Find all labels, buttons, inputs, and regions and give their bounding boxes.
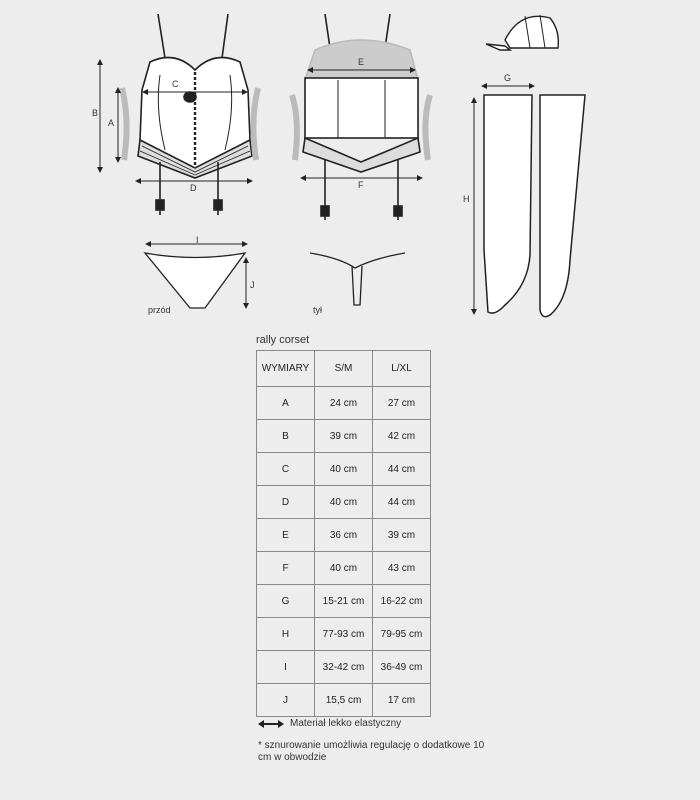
product-title: rally corset xyxy=(256,334,310,346)
table-header-cell: S/M xyxy=(315,351,373,387)
table-cell: J xyxy=(257,684,315,717)
table-row xyxy=(257,420,431,453)
measure-label-g: G xyxy=(504,73,512,83)
back-view-label: tył xyxy=(313,305,322,315)
table-row xyxy=(257,552,431,585)
table-cell: 32-42 cm xyxy=(315,651,373,684)
table-cell: 27 cm xyxy=(373,387,431,420)
table-header-row xyxy=(257,351,431,387)
double-arrow-icon xyxy=(258,719,284,729)
table-row xyxy=(257,618,431,651)
stockings-illustration xyxy=(484,95,585,317)
table-cell: 40 cm xyxy=(315,453,373,486)
lacing-footnote: * sznurowanie umożliwia regulację o dodatkowe 10 cm w obwodzie xyxy=(258,740,485,763)
table-row xyxy=(257,585,431,618)
table-cell: 17 cm xyxy=(373,684,431,717)
table-cell: 16-22 cm xyxy=(373,585,431,618)
measure-label-j: J xyxy=(250,280,255,290)
back-brief-illustration xyxy=(310,253,405,305)
measure-label-c: C xyxy=(172,79,179,89)
table-cell: A xyxy=(257,387,315,420)
table-cell: C xyxy=(257,453,315,486)
table-cell: 40 cm xyxy=(315,486,373,519)
table-cell: H xyxy=(257,618,315,651)
legend-text: Materiał lekko elastyczny xyxy=(290,718,402,729)
table-cell: E xyxy=(257,519,315,552)
table-cell: 36 cm xyxy=(315,519,373,552)
front-view-label: przód xyxy=(148,305,171,315)
measure-label-d: D xyxy=(190,183,197,193)
table-cell: I xyxy=(257,651,315,684)
front-brief-illustration xyxy=(145,253,245,308)
table-cell: 43 cm xyxy=(373,552,431,585)
measure-label-e: E xyxy=(358,57,365,67)
table-header-cell: WYMIARY xyxy=(257,351,315,387)
table-cell: 79-95 cm xyxy=(373,618,431,651)
table-cell: G xyxy=(257,585,315,618)
table-cell: 36-49 cm xyxy=(373,651,431,684)
table-cell: 24 cm xyxy=(315,387,373,420)
table-row xyxy=(257,486,431,519)
size-diagram xyxy=(0,0,700,330)
table-cell: 39 cm xyxy=(373,519,431,552)
measure-label-i: I xyxy=(196,235,199,245)
cap-illustration xyxy=(486,15,558,50)
table-cell: 44 cm xyxy=(373,486,431,519)
table-cell: F xyxy=(257,552,315,585)
table-header-cell: L/XL xyxy=(373,351,431,387)
table-row xyxy=(257,387,431,420)
measure-label-b: B xyxy=(92,108,99,118)
table-cell: 15,5 cm xyxy=(315,684,373,717)
measure-label-h: H xyxy=(463,194,470,204)
table-cell: 44 cm xyxy=(373,453,431,486)
table-cell: B xyxy=(257,420,315,453)
legend xyxy=(258,718,401,729)
table-cell: 77-93 cm xyxy=(315,618,373,651)
table-cell: D xyxy=(257,486,315,519)
table-cell: 42 cm xyxy=(373,420,431,453)
table-cell: 15-21 cm xyxy=(315,585,373,618)
table-row xyxy=(257,684,431,717)
measure-label-a: A xyxy=(108,118,115,128)
size-table xyxy=(256,350,431,717)
table-row xyxy=(257,651,431,684)
table-row xyxy=(257,519,431,552)
measure-label-f: F xyxy=(358,180,364,190)
table-row xyxy=(257,453,431,486)
table-cell: 39 cm xyxy=(315,420,373,453)
table-cell: 40 cm xyxy=(315,552,373,585)
